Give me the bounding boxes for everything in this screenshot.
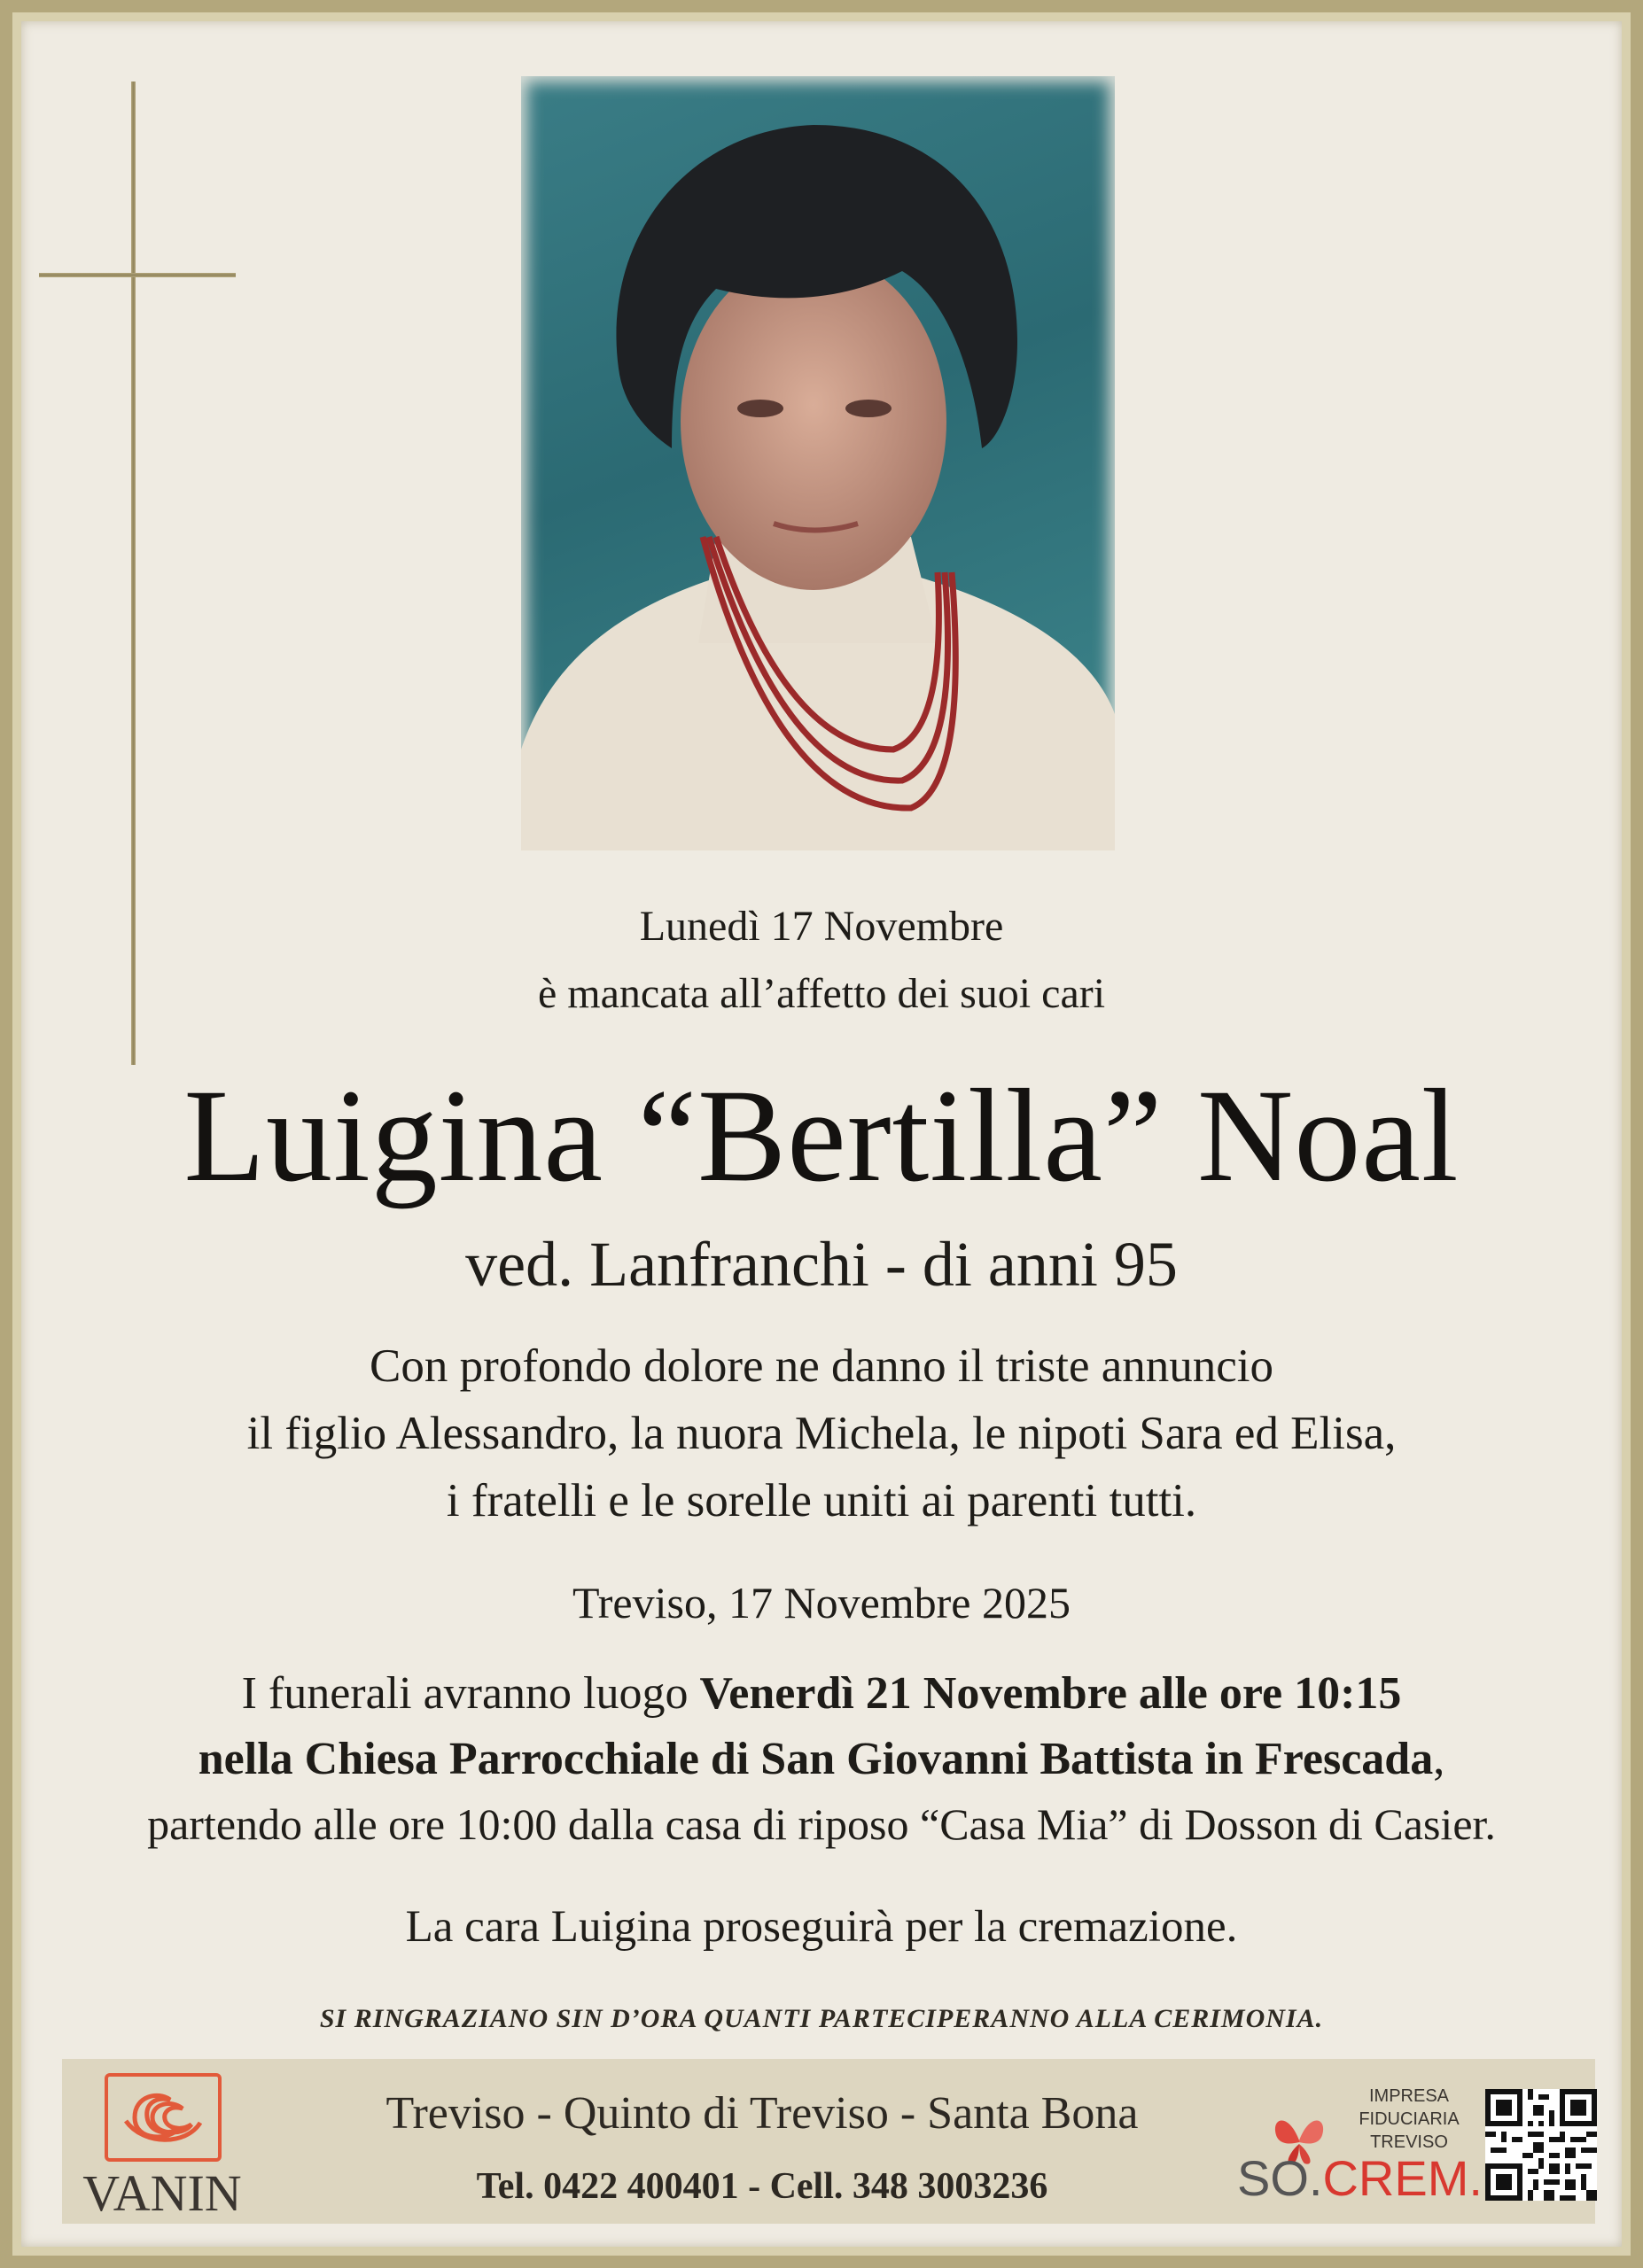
thanks-line: SI RINGRAZIANO SIN D’ORA QUANTI PARTECIPERANNO ALLA CERIMONIA. [319,2004,1324,2033]
announcement-line-1: Con profondo dolore ne danno il triste annuncio [369,1340,1274,1392]
place-date: Treviso, 17 Novembre 2025 [572,1578,1071,1627]
date-line: Lunedì 17 Novembre [639,903,1004,950]
funeral-when: Venerdì 21 Novembre alle ore 10:15 [699,1668,1402,1719]
cross-icon-arm [39,273,236,277]
footer-phones: Tel. 0422 400401 - Cell. 348 3003236 [476,2166,1048,2207]
company-name: VANIN [82,2164,242,2222]
socrem-crem: CREM. [1322,2150,1483,2206]
funeral-line-1 [0,1667,1643,1720]
footer-locations: Treviso - Quinto di Treviso - Santa Bona [385,2088,1139,2139]
funeral-departure: partendo alle ore 10:00 dalla casa di riposo “Casa Mia” di Dosson di Casier. [147,1799,1496,1849]
vanin-logo-icon [105,2073,222,2162]
cremation-line: La cara Luigina proseguirà per la cremazione. [405,1902,1238,1952]
announcement-line-3: i fratelli e le sorelle uniti ai parenti tutti. [446,1475,1197,1526]
funeral-where: nella Chiesa Parrocchiale di San Giovanni Battista in Frescada [198,1734,1434,1784]
deceased-name: Luigina “Bertilla” Noal [183,1062,1460,1209]
funeral-prefix: I funerali avranno luogo [241,1668,700,1719]
funeral-comma: , [1433,1734,1445,1784]
socrem-line-3: TREVISO [1370,2132,1448,2152]
announcement-line-2: il figlio Alessandro, la nuora Michela, le nipoti Sara ed Elisa, [246,1408,1397,1459]
deceased-subtitle: ved. Lanfranchi - di anni 95 [465,1229,1178,1300]
portrait-photo [521,76,1115,850]
funeral-line-2 [0,1733,1643,1785]
socrem-line-2: FIDUCIARIA [1359,2109,1460,2129]
intro-line: è mancata all’affetto dei suoi cari [537,970,1106,1017]
socrem-logo [1237,2149,1483,2207]
qr-code-icon[interactable] [1485,2089,1597,2201]
socrem-line-1: IMPRESA [1368,2086,1450,2106]
socrem-so: SO. [1237,2150,1323,2206]
